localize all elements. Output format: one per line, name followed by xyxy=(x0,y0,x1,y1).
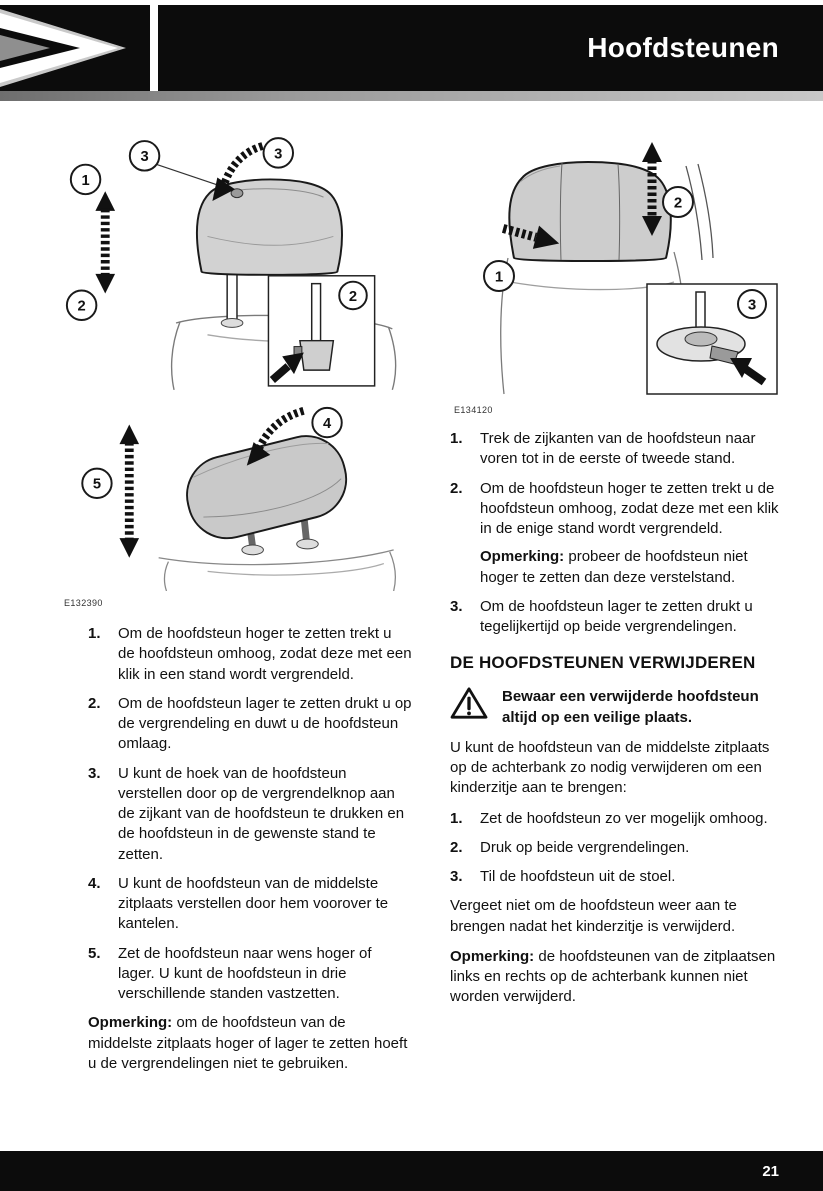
callout-3a xyxy=(130,141,159,170)
item-number: 2. xyxy=(450,838,463,856)
header-divider xyxy=(0,91,823,101)
figure-headrest-middle-seat xyxy=(60,403,412,608)
list-item xyxy=(450,867,782,887)
item-text: Trek de zijkanten van de hoofdsteun naar voren tot in de eerste of tweede stand. xyxy=(480,430,756,468)
headrest-shape xyxy=(509,162,670,261)
figure-headrest-rear-seat xyxy=(450,132,782,415)
item-number: 2. xyxy=(450,479,463,497)
callout-2 xyxy=(663,187,693,217)
headrest-tilt-illustration xyxy=(60,403,412,591)
note xyxy=(450,947,782,1008)
item-number: 1. xyxy=(450,430,463,447)
callout-2-inset xyxy=(339,282,367,310)
list-item xyxy=(88,694,412,755)
closing-paragraph: Vergeet niet om de hoofdsteun weer aan te brengen nadat het kinderzitje is verwijderd. xyxy=(450,897,737,935)
list-item xyxy=(450,809,782,829)
right-text-block xyxy=(450,429,782,1008)
callout-1 xyxy=(71,165,100,194)
item-number: 3. xyxy=(450,597,463,615)
list-item xyxy=(88,874,412,935)
item-number: 2. xyxy=(88,694,101,712)
left-text-block xyxy=(60,624,412,1074)
note-label: Opmerking: xyxy=(480,548,565,566)
warning-text: Bewaar een verwijderde hoofdsteun altijd op een veilige plaats. xyxy=(502,688,759,726)
headrest-adjust-illustration xyxy=(60,134,412,392)
list-item xyxy=(88,624,412,685)
note-label: Opmerking: xyxy=(88,1014,173,1032)
section-heading: DE HOOFDSTEUNEN VERWIJDEREN xyxy=(450,653,756,673)
item-number: 3. xyxy=(450,868,463,885)
note-label: Opmerking: xyxy=(450,947,535,965)
page-footer xyxy=(0,1151,823,1191)
list-item xyxy=(88,764,412,865)
item-number: 3. xyxy=(88,764,101,782)
item-text: Zet de hoofdsteun zo ver mogelijk omhoog. xyxy=(480,809,768,827)
brand-logo xyxy=(0,5,150,91)
callout-3 xyxy=(738,290,766,318)
svg-text:1: 1 xyxy=(494,268,504,286)
svg-text:3: 3 xyxy=(274,146,283,163)
page-title: Hoofdsteunen xyxy=(587,32,779,63)
item-text: Om de hoofdsteun lager te zetten drukt u tegelijkertijd op beide vergrendelingen. xyxy=(480,597,753,635)
item-number: 5. xyxy=(88,944,101,962)
callout-1 xyxy=(484,261,514,291)
callout-2 xyxy=(67,291,96,320)
page-content xyxy=(60,134,782,1084)
page-number: 21 xyxy=(762,1162,779,1180)
figure-label: E134120 xyxy=(454,405,493,415)
item-text: Om de hoofdsteun hoger te zetten trekt u de hoofdsteun omhoog, zodat deze met een klik in een stand wordt vergrendeld. xyxy=(118,625,412,683)
note-text: de hoofdsteunen van de zitplaatsen links en rechts op de achterbank kunnen niet worden verwijderd. xyxy=(450,947,776,1006)
right-column xyxy=(450,134,782,1084)
figure-label: E132390 xyxy=(64,598,103,608)
seat-outline xyxy=(159,550,396,591)
svg-text:1: 1 xyxy=(81,172,90,189)
list-item xyxy=(450,838,782,858)
callout-5 xyxy=(82,469,111,498)
svg-text:3: 3 xyxy=(747,296,757,314)
note-text: probeer de hoofdsteun niet hoger te zetten dan deze verstelstand. xyxy=(480,548,748,586)
raise-lower-arrow-icon xyxy=(95,191,115,293)
item-text: Om de hoofdsteun lager te zetten drukt u op de vergrendeling en duwt u de hoofdsteun omlaag. xyxy=(118,694,412,753)
page-header xyxy=(158,5,823,91)
item-text: Om de hoofdsteun hoger te zetten trekt u de hoofdsteun omhoog, zodat deze met een klik in de enige stand wordt vergrendeld. xyxy=(480,479,779,537)
figure-headrest-front-seat xyxy=(60,134,412,397)
intro-paragraph: U kunt de hoofdsteun van de middelste zitplaats op de achterbank zo nodig verwijderen om een kinderzitje aan te brengen: xyxy=(450,738,770,797)
list-item xyxy=(88,944,412,1005)
callout-3b xyxy=(264,138,293,167)
chevron-logo-icon xyxy=(0,5,150,91)
svg-text:2: 2 xyxy=(77,298,86,315)
item-text: Til de hoofdsteun uit de stoel. xyxy=(480,868,676,885)
note xyxy=(480,547,782,588)
headrest-shape xyxy=(179,428,355,547)
note xyxy=(88,1013,412,1074)
callout-4 xyxy=(312,408,341,437)
svg-text:5: 5 xyxy=(92,476,102,493)
item-text: Zet de hoofdsteun naar wens hoger of lager. U kunt de hoofdsteun in drie verschillende standen vastzetten. xyxy=(118,944,372,1002)
svg-text:2: 2 xyxy=(673,194,683,212)
item-text: U kunt de hoofdsteun van de middelste zitplaats verstellen door hem voorover te kantelen. xyxy=(118,874,389,933)
svg-text:2: 2 xyxy=(348,288,358,305)
headrest-remove-illustration xyxy=(450,132,782,398)
warning-icon xyxy=(450,685,488,725)
svg-text:4: 4 xyxy=(322,415,332,432)
item-number: 1. xyxy=(88,625,101,642)
left-column xyxy=(60,134,412,1084)
list-item xyxy=(450,597,782,638)
svg-text:3: 3 xyxy=(140,149,149,166)
warning-block xyxy=(450,685,782,728)
item-number: 1. xyxy=(450,809,463,827)
note-text: om de hoofdsteun van de middelste zitplaats hoger of lager te zetten hoeft u de vergrendelingen niet te gebruiken. xyxy=(88,1014,408,1072)
item-text: Druk op beide vergrendelingen. xyxy=(480,838,690,856)
item-number: 4. xyxy=(88,874,101,892)
list-item xyxy=(450,429,782,470)
list-item xyxy=(450,479,782,588)
item-text: U kunt de hoek van de hoofdsteun verstellen door op de vergrendelknop aan de zijkant van de hoofdsteun te drukken en de hoofdsteun in de gewenste stand te zetten. xyxy=(118,764,405,863)
raise-lower-arrow-icon xyxy=(119,425,139,558)
